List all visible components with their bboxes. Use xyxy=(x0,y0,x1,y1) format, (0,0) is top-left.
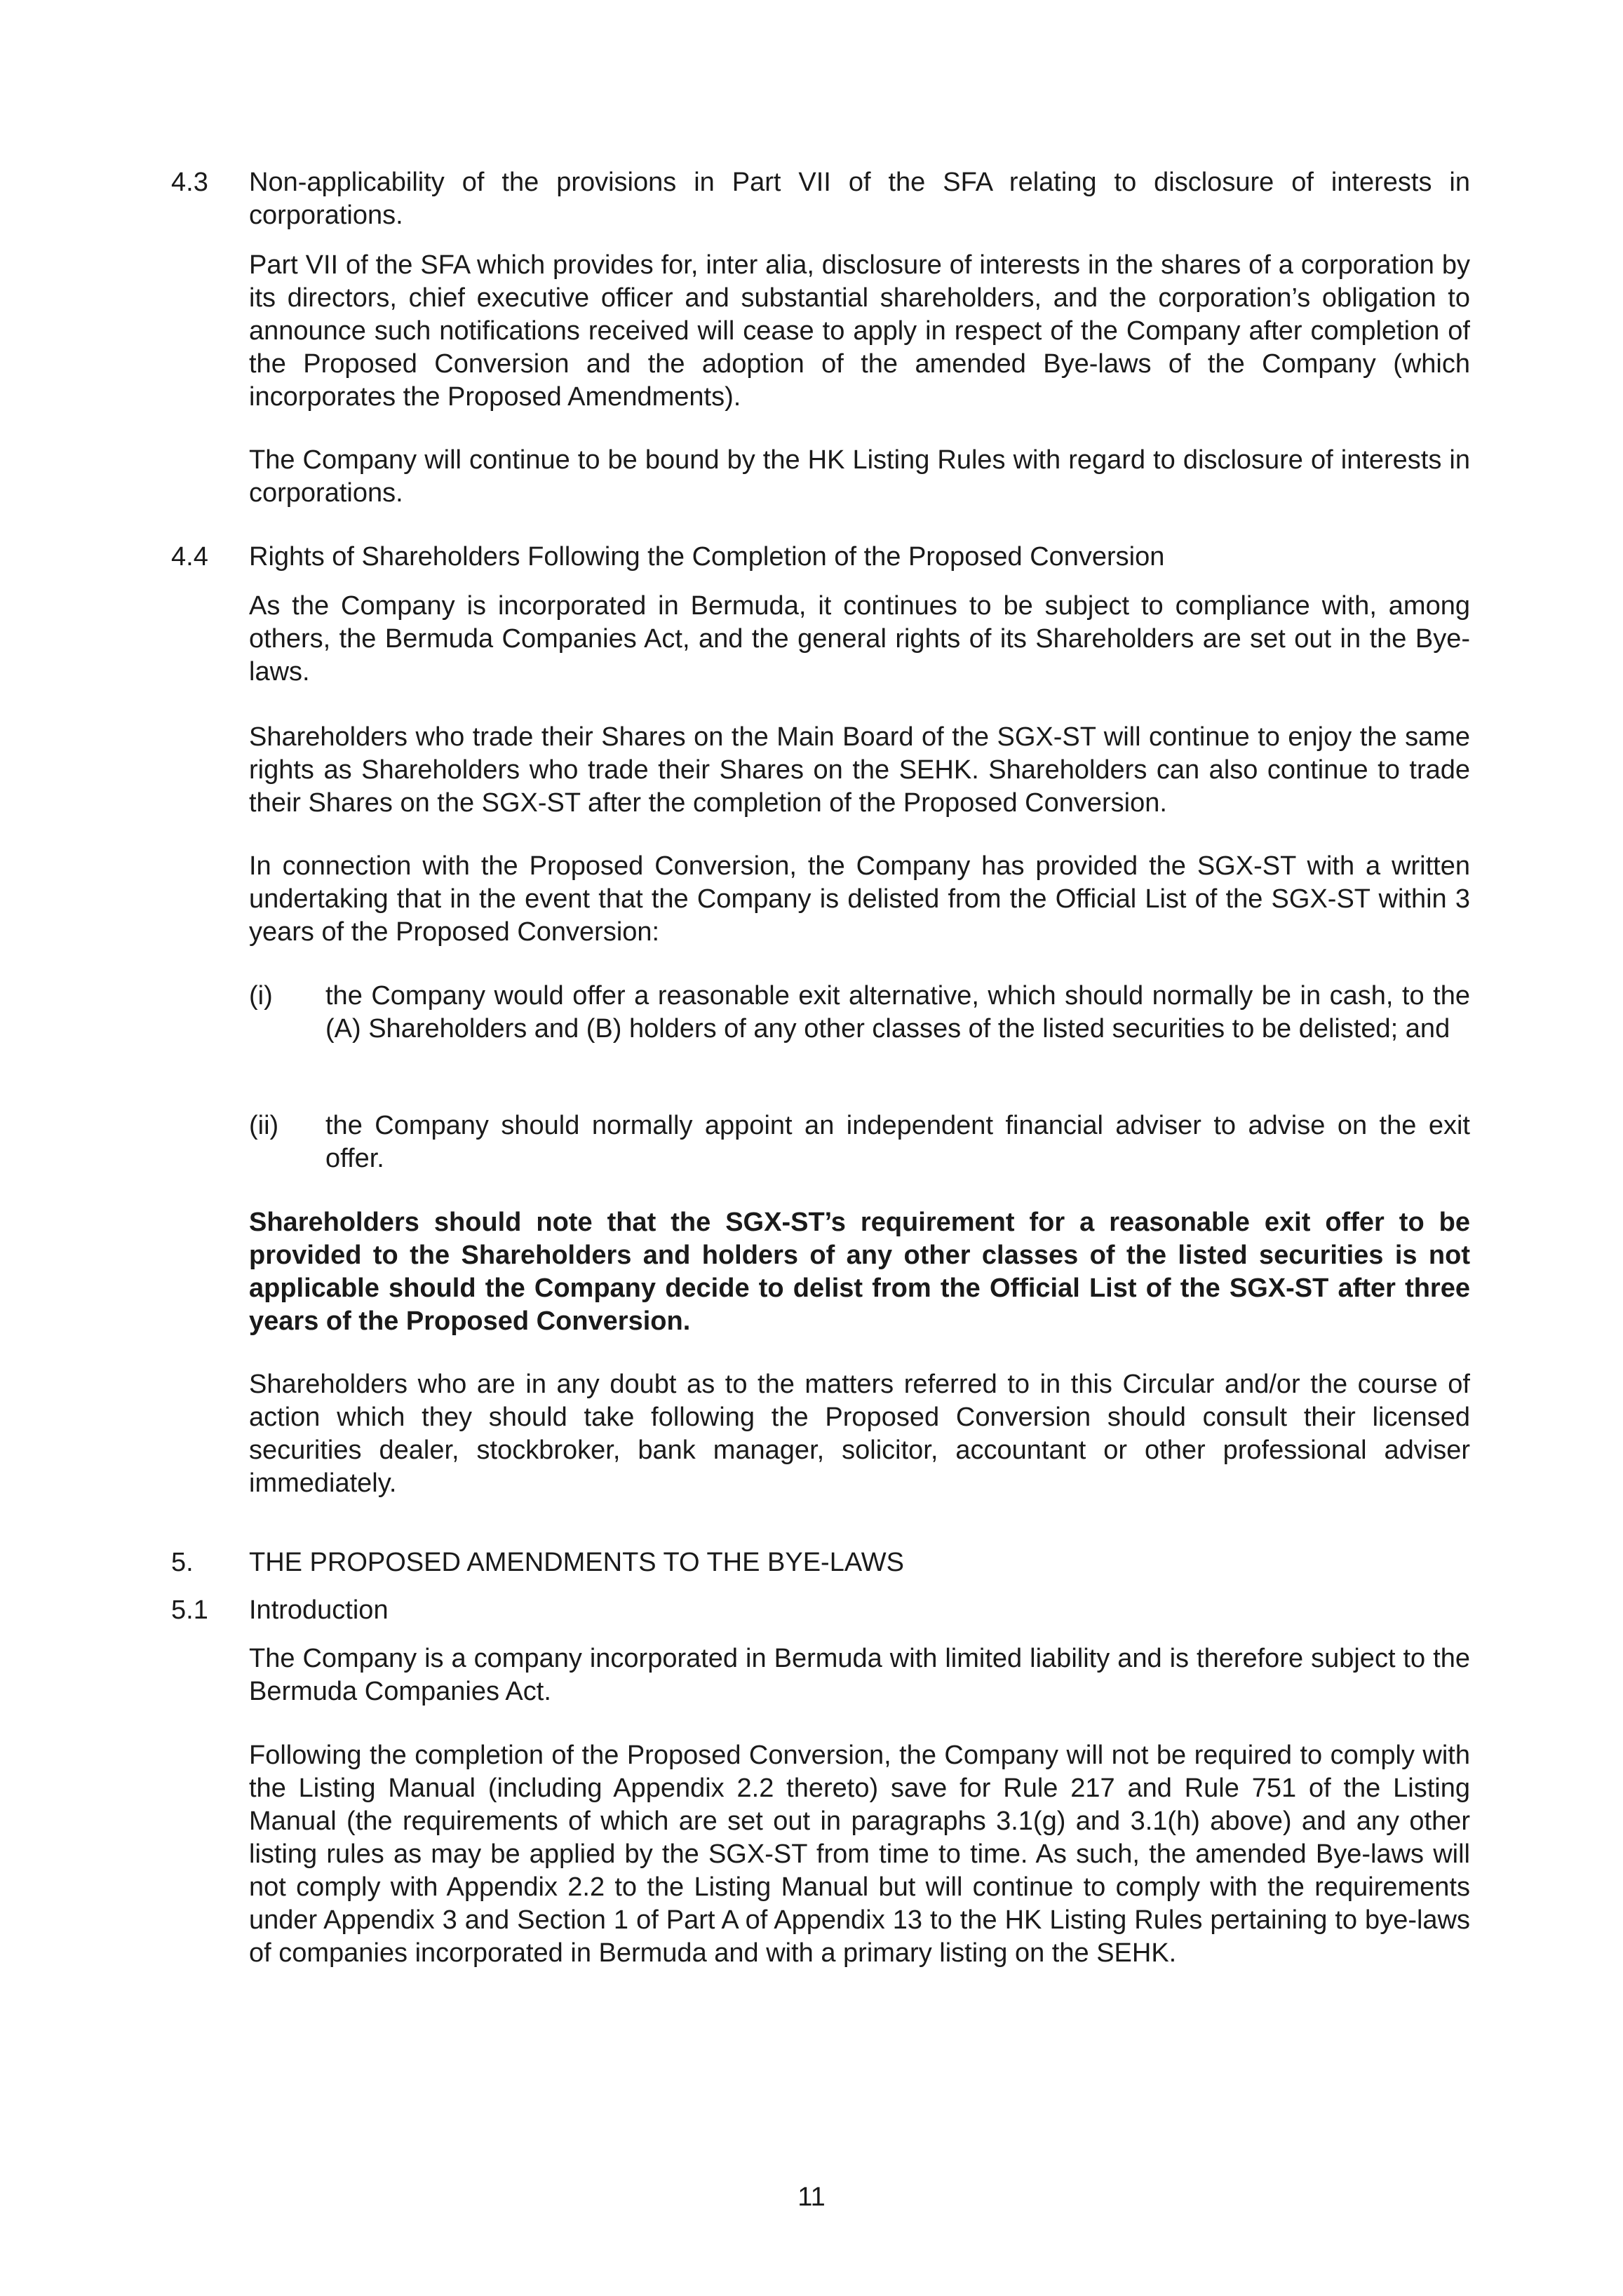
section-4-4-bold-note: Shareholders should note that the SGX-ST’s requirement for a reasonable exit offer to be provided to the Shareholders and holders of any other classes of the listed securities is not applicable should the Company decide to delist from the Official List of the SGX-ST after three years of the Proposed Conversion. xyxy=(249,1208,1470,1336)
list-marker: (i) xyxy=(249,981,273,1011)
list-marker: (ii) xyxy=(249,1111,279,1140)
section-4-4-paragraph-1: As the Company is incorporated in Bermuda, it continues to be subject to compliance with, among others, the Bermuda Companies Act, and the general rights of its Shareholders are set out in the Bye-laws. xyxy=(249,591,1470,687)
section-title: Rights of Shareholders Following the Completion of the Proposed Conversion xyxy=(249,542,1165,572)
section-title: Introduction xyxy=(249,1595,389,1625)
section-number: 4.4 xyxy=(171,542,208,572)
section-title: THE PROPOSED AMENDMENTS TO THE BYE-LAWS xyxy=(249,1548,904,1577)
list-item-text: the Company would offer a reasonable exit alternative, which should normally be in cash, to the (A) Shareholders and (B) holders of any other classes of the listed securities to be delisted; and xyxy=(325,981,1470,1044)
section-4-3-paragraph-1: Part VII of the SFA which provides for, inter alia, disclosure of interests in the shares of a corporation by its directors, chief executive officer and substantial shareholders, and the corporation’s obligation to announce such notifications received will cease to apply in respect of the Company after completion of the Proposed Conversion and the adoption of the amended Bye-laws of the Company (which incorporates the Proposed Amendments). xyxy=(249,250,1470,412)
list-item-text: the Company should normally appoint an independent financial adviser to advise on the exit offer. xyxy=(325,1111,1470,1173)
section-title: Non-applicability of the provisions in Part VII of the SFA relating to disclosure of interests in corporations. xyxy=(249,168,1470,230)
page-number: 11 xyxy=(797,2182,826,2212)
section-4-4-paragraph-3: In connection with the Proposed Conversion, the Company has provided the SGX-ST with a written undertaking that in the event that the Company is delisted from the Official List of the SGX-ST within 3 years of the Proposed Conversion: xyxy=(249,851,1470,947)
section-number: 5.1 xyxy=(171,1595,208,1625)
section-number: 5. xyxy=(171,1548,194,1577)
section-number: 4.3 xyxy=(171,168,208,197)
section-5-1-paragraph-1: The Company is a company incorporated in Bermuda with limited liability and is therefore subject to the Bermuda Companies Act. xyxy=(249,1644,1470,1706)
section-4-4-paragraph-4: Shareholders who are in any doubt as to the matters referred to in this Circular and/or the course of action which they should take following the Proposed Conversion should consult their licensed securities dealer, stockbroker, bank manager, solicitor, accountant or other professional adviser immediately. xyxy=(249,1370,1470,1498)
section-4-3-paragraph-2: The Company will continue to be bound by the HK Listing Rules with regard to disclosure of interests in corporations. xyxy=(249,445,1470,508)
section-5-1-paragraph-2: Following the completion of the Proposed Conversion, the Company will not be required to comply with the Listing Manual (including Appendix 2.2 thereto) save for Rule 217 and Rule 751 of the Listing Manual (the requirements of which are set out in paragraphs 3.1(g) and 3.1(h) above) and any other listing rules as may be applied by the SGX-ST from time to time. As such, the amended Bye-laws will not comply with Appendix 2.2 to the Listing Manual but will continue to comply with the requirements under Appendix 3 and Section 1 of Part A of Appendix 13 to the HK Listing Rules pertaining to bye-laws of companies incorporated in Bermuda and with a primary listing on the SEHK. xyxy=(249,1741,1470,1968)
section-4-4-paragraph-2: Shareholders who trade their Shares on the Main Board of the SGX-ST will continue to enjoy the same rights as Shareholders who trade their Shares on the SEHK. Shareholders can also continue to trade their Shares on the SGX-ST after the completion of the Proposed Conversion. xyxy=(249,722,1470,818)
